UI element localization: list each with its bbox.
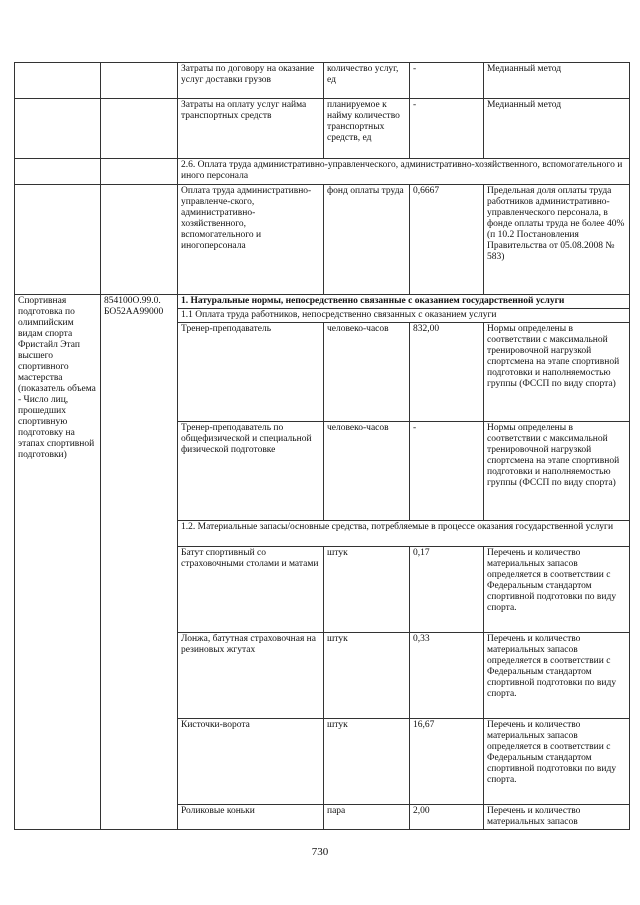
norm-unit: штук: [324, 547, 410, 633]
norm-value: 16,67: [410, 719, 484, 805]
code-cell: [101, 159, 178, 185]
norm-method: Предельная доля оплаты труда работников административно-управленческого персонала, в фонде оплаты труда не более 40% (п 10.2 Постановления Правительства от 05.08.2008 № 583): [484, 185, 630, 295]
norm-value: -: [410, 422, 484, 521]
norm-name: Кисточки-ворота: [178, 719, 324, 805]
table-row: [15, 99, 630, 159]
norm-method: Перечень и количество материальных запасов определяется в соответствии с Федеральным стандартом спортивной подготовки по виду спорта.: [484, 547, 630, 633]
norm-unit: фонд оплаты труда: [324, 185, 410, 295]
norm-value: 832,00: [410, 323, 484, 422]
norm-name: Роликовые коньки: [178, 805, 324, 830]
norm-unit: планируемое к найму количество транспортных средств, ед: [324, 99, 410, 159]
code-cell: [101, 185, 178, 295]
table-row: [15, 185, 630, 295]
norm-unit: штук: [324, 633, 410, 719]
service-cell: [15, 63, 101, 99]
service-title: Спортивная подготовка по олимпийским видам спорта Фристайл Этап высшего спортивного мастерства (показатель объема - Число лиц, прошедших спортивную подготовку на этапах спортивной подготовки): [15, 295, 101, 830]
norms-table: [14, 62, 630, 830]
section-row: [15, 159, 630, 185]
service-code: 854100О.99.0. БО52АА99000: [101, 295, 178, 830]
norm-method: Медианный метод: [484, 99, 630, 159]
norm-name: Оплата труда административно-управленче-ского, административно-хозяйственного, вспомогательного и иногоперсонала: [178, 185, 324, 295]
norm-name: Тренер-преподаватель по общефизической и специальной физической подготовке: [178, 422, 324, 521]
norm-method: Нормы определены в соответствии с максимальной тренировочной нагрузкой спортсмена на этапе спортивной подготовки и наполняемостью группы (ФССП по виду спорта): [484, 422, 630, 521]
norm-unit: пара: [324, 805, 410, 830]
code-cell: [101, 99, 178, 159]
norm-name: Затраты на оплату услуг найма транспортных средств: [178, 99, 324, 159]
norm-value: 0,17: [410, 547, 484, 633]
norm-value: 0,6667: [410, 185, 484, 295]
norm-name: Тренер-преподаватель: [178, 323, 324, 422]
service-cell: [15, 99, 101, 159]
page-number: 730: [311, 846, 329, 858]
norm-unit: человеко-часов: [324, 323, 410, 422]
norm-unit: человеко-часов: [324, 422, 410, 521]
service-cell: [15, 159, 101, 185]
code-cell: [101, 63, 178, 99]
norm-value: 0,33: [410, 633, 484, 719]
section-row: [15, 295, 630, 309]
norm-method: Медианный метод: [484, 63, 630, 99]
table-row: [15, 63, 630, 99]
norm-method: Перечень и количество материальных запасов: [484, 805, 630, 830]
norm-method: Перечень и количество материальных запасов определяется в соответствии с Федеральным стандартом спортивной подготовки по виду спорта.: [484, 633, 630, 719]
norm-method: Перечень и количество материальных запасов определяется в соответствии с Федеральным стандартом спортивной подготовки по виду спорта.: [484, 719, 630, 805]
section-heading: 1. Натуральные нормы, непосредственно связанные с оказанием государственной услуги: [178, 295, 630, 309]
norm-value: -: [410, 99, 484, 159]
norm-value: 2,00: [410, 805, 484, 830]
norm-unit: количество услуг, ед: [324, 63, 410, 99]
norm-value: -: [410, 63, 484, 99]
section-heading: 2.6. Оплата труда административно-управленческого, административно-хозяйственного, вспомогательного и иного персонала: [178, 159, 630, 185]
section-heading: 1.1 Оплата труда работников, непосредственно связанных с оказанием услуги: [178, 309, 630, 323]
norm-name: Затраты по договору на оказание услуг доставки грузов: [178, 63, 324, 99]
norm-name: Лонжа, батутная страховочная на резиновых жгутах: [178, 633, 324, 719]
norm-unit: штук: [324, 719, 410, 805]
service-cell: [15, 185, 101, 295]
norm-name: Батут спортивный со страховочными столами и матами: [178, 547, 324, 633]
norm-method: Нормы определены в соответствии с максимальной тренировочной нагрузкой спортсмена на этапе спортивной подготовки и наполняемостью группы (ФССП по виду спорта): [484, 323, 630, 422]
section-heading: 1.2. Материальные запасы/основные средства, потребляемые в процессе оказания государственной услуги: [178, 521, 630, 547]
